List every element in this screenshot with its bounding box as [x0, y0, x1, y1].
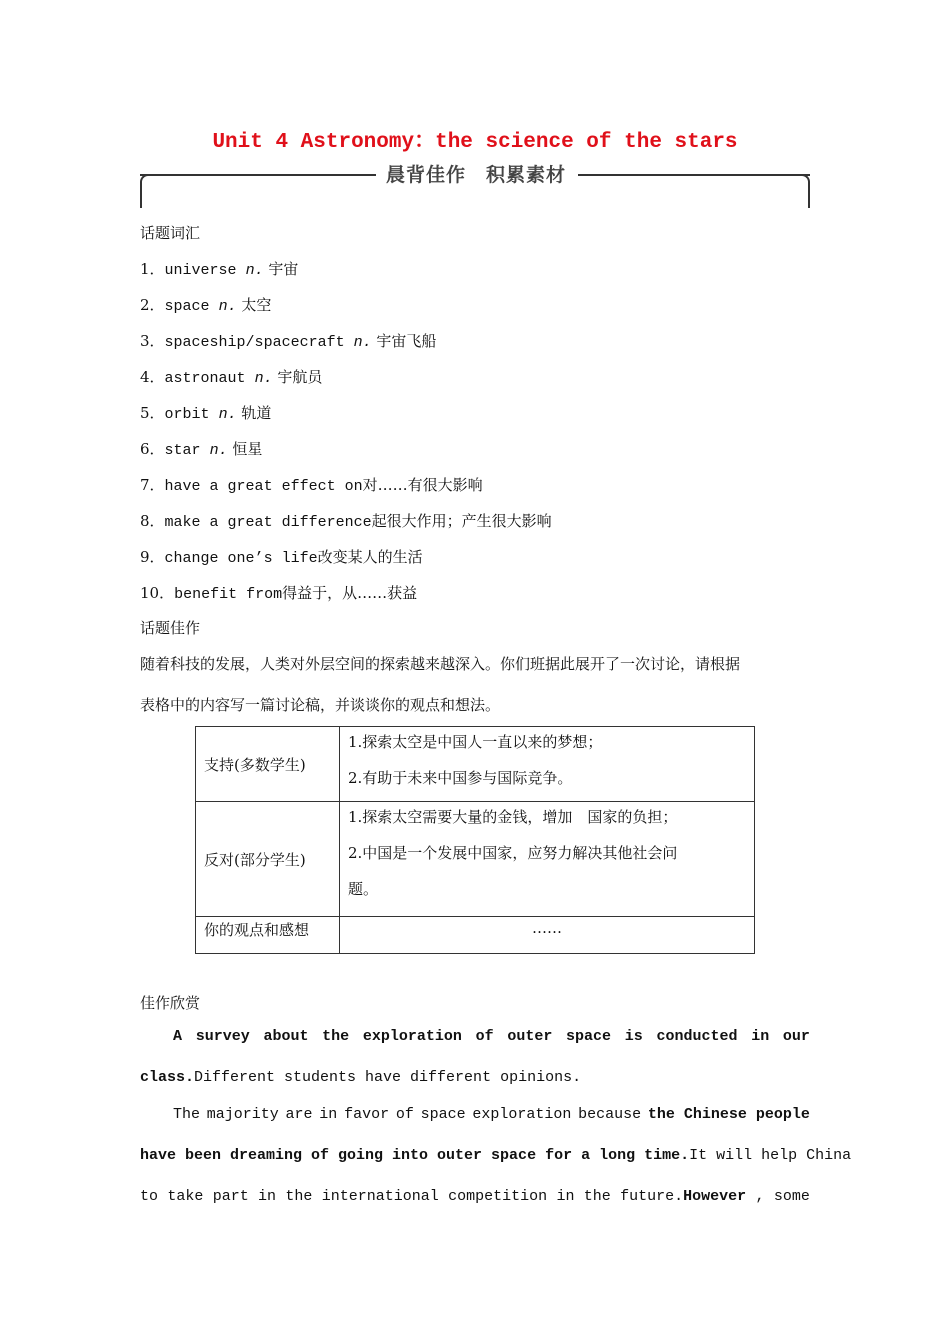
vocab-num: 9． — [140, 548, 165, 566]
vocab-zh: 宇宙飞船 — [371, 332, 437, 350]
vocab-pos: n. — [218, 298, 237, 315]
vocab-num: 8． — [140, 512, 165, 530]
essay-word: survey — [195, 1028, 250, 1045]
essay-line-3 — [173, 1106, 810, 1123]
vocab-item — [140, 366, 322, 387]
essay-word: are — [285, 1106, 313, 1123]
essay-bold: have been dreaming of going into outer space for a long time. — [140, 1147, 690, 1164]
opinion-label: 你的观点和感想 — [196, 917, 340, 954]
vocab-pos: n. — [353, 334, 372, 351]
vocab-en: change one’s life — [164, 550, 318, 567]
banner-line-left — [140, 174, 376, 176]
table-row — [196, 727, 755, 802]
vocab-en: astronaut — [164, 370, 255, 387]
vocab-en: have a great effect on — [164, 478, 363, 495]
essay-bold: class. — [140, 1069, 195, 1086]
essay-bold: the Chinese people — [647, 1106, 810, 1123]
essay-word: future. — [620, 1188, 684, 1205]
essay-word: the — [322, 1028, 350, 1045]
section-banner — [140, 160, 810, 208]
banner-label: 晨背佳作 积累素材 — [385, 164, 566, 186]
essay-word: about — [263, 1028, 309, 1045]
essay-bold: However — [683, 1188, 747, 1205]
vocab-pos: n. — [254, 370, 273, 387]
essay-text: Different students have different opinions. — [194, 1069, 582, 1086]
essay-word — [620, 1188, 746, 1205]
vocab-zh: 改变某人的生活 — [317, 548, 423, 566]
vocab-item — [140, 438, 262, 459]
vocab-num: 7． — [140, 476, 165, 494]
essay-word: the — [285, 1188, 313, 1205]
vocab-num: 2． — [140, 296, 165, 314]
essay-word: space — [566, 1028, 612, 1045]
support-point-2: 2.有助于未来中国参与国际竞争。 — [348, 769, 573, 787]
vocab-item — [140, 294, 271, 315]
vocab-zh: 宇宙 — [263, 260, 299, 278]
vocab-en: make a great difference — [164, 514, 372, 531]
vocab-num: 10． — [140, 584, 175, 602]
vocab-item — [140, 510, 552, 531]
vocab-pos: n. — [218, 406, 237, 423]
table-row — [196, 917, 755, 954]
vocab-num: 5． — [140, 404, 165, 422]
banner-corner-right — [798, 174, 810, 208]
vocab-en: star — [164, 442, 210, 459]
vocab-zh: 太空 — [236, 296, 272, 314]
vocab-en: universe — [164, 262, 246, 279]
vocab-item — [140, 258, 298, 279]
vocab-zh: 起很大作用；产生很大影响 — [371, 512, 552, 530]
essay-word: some — [773, 1188, 810, 1205]
essay-word: exploration — [362, 1028, 462, 1045]
essay-word: exploration — [472, 1106, 572, 1123]
table-row — [196, 802, 755, 917]
oppose-label: 反对(部分学生) — [196, 802, 340, 917]
essay-word: take — [167, 1188, 204, 1205]
vocab-zh: 对……有很大影响 — [362, 476, 483, 494]
essay-word: A — [173, 1028, 183, 1045]
essay-word: to — [140, 1188, 159, 1205]
vocab-item — [140, 402, 271, 423]
essay-word: space — [420, 1106, 466, 1123]
essay-word: , — [755, 1188, 765, 1205]
essay-line-4 — [140, 1147, 852, 1164]
essay-word: competition — [448, 1188, 548, 1205]
prompt-line-2: 表格中的内容写一篇讨论稿，并谈谈你的观点和想法。 — [140, 696, 501, 714]
essay-word: in — [556, 1188, 575, 1205]
vocab-pos: n. — [245, 262, 264, 279]
essay-word: conducted — [656, 1028, 738, 1045]
essay-word: in — [751, 1028, 770, 1045]
vocab-zh: 得益于，从……获益 — [282, 584, 418, 602]
oppose-point-2: 2.中国是一个发展中国家，应努力解决其他社会问 — [348, 844, 678, 862]
prompt-line-1: 随着科技的发展，人类对外层空间的探索越来越深入。你们班据此展开了一次讨论，请根据 — [140, 655, 741, 673]
vocab-num: 3． — [140, 332, 165, 350]
essay-word: in — [258, 1188, 277, 1205]
vocab-item — [140, 330, 436, 351]
essay-word: because — [578, 1106, 642, 1123]
support-label: 支持(多数学生) — [196, 727, 340, 802]
essay-line-2 — [140, 1069, 810, 1086]
essay-word: the — [583, 1188, 611, 1205]
vocab-zh: 宇航员 — [272, 368, 323, 386]
vocab-heading: 话题词汇 — [140, 224, 201, 242]
essay-line-1 — [173, 1028, 810, 1045]
essay-word: international — [321, 1188, 439, 1205]
essay-word: part — [212, 1188, 249, 1205]
vocab-pos: n. — [209, 442, 228, 459]
vocab-num: 6． — [140, 440, 165, 458]
vocab-en: orbit — [164, 406, 219, 423]
essay-word: in — [319, 1106, 338, 1123]
vocab-item — [140, 474, 483, 495]
oppose-cell — [340, 802, 755, 917]
essay-text: It will help China — [689, 1147, 852, 1164]
banner-corner-left — [140, 174, 152, 208]
appreciation-heading: 佳作欣赏 — [140, 994, 201, 1012]
banner-line-right — [578, 174, 810, 176]
oppose-point-3: 题。 — [348, 880, 379, 898]
essay-word: majority — [206, 1106, 279, 1123]
vocab-en: space — [164, 298, 219, 315]
vocab-num: 4． — [140, 368, 165, 386]
support-point-1: 1.探索太空是中国人一直以来的梦想； — [348, 733, 603, 751]
essay-word: favor — [344, 1106, 390, 1123]
essay-word: of — [395, 1106, 414, 1123]
opinion-value: …… — [340, 917, 755, 954]
vocab-zh: 恒星 — [227, 440, 263, 458]
support-cell — [340, 727, 755, 802]
vocab-num: 1． — [140, 260, 165, 278]
vocab-item — [140, 546, 423, 567]
essay-word: our — [782, 1028, 810, 1045]
essay-word: outer — [507, 1028, 553, 1045]
topic-heading: 话题佳作 — [140, 619, 201, 637]
essay-word: of — [475, 1028, 494, 1045]
essay-word: is — [624, 1028, 643, 1045]
vocab-item — [140, 582, 417, 603]
vocab-en: spaceship/spacecraft — [164, 334, 354, 351]
oppose-point-1: 1.探索太空需要大量的金钱，增加 国家的负担； — [348, 808, 678, 826]
essay-word: The — [173, 1106, 201, 1123]
vocab-zh: 轨道 — [236, 404, 272, 422]
page-title: Unit 4 Astronomy：the science of the stars — [212, 131, 738, 154]
vocab-en: benefit from — [174, 586, 283, 603]
essay-line-5 — [140, 1188, 810, 1205]
opinion-table — [195, 726, 755, 954]
